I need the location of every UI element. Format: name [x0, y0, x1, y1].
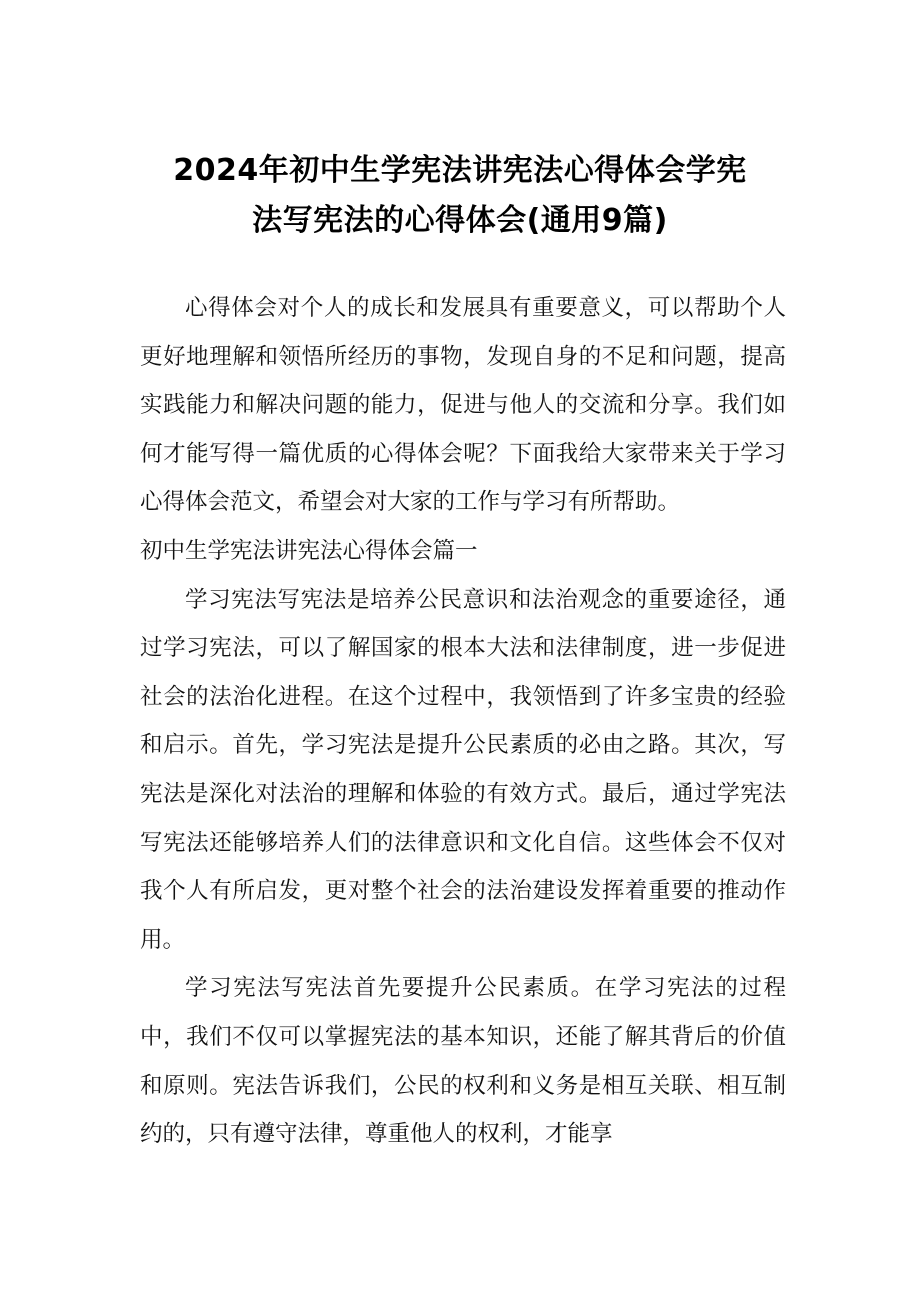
intro-paragraph: 心得体会对个人的成长和发展具有重要意义，可以帮助个人更好地理解和领悟所经历的事物，发现自身的不足和问题，提高实践能力和解决问题的能力，促进与他人的交流和分享。我们如何才能写得一篇优质的心得体会呢？下面我给大家带来关于学习心得体会范文，希望会对大家的工作与学习有所帮助。 — [140, 295, 786, 516]
title-line-1: 2024年初中生学宪法讲宪法心得体会学宪 — [173, 153, 747, 188]
body-paragraph-2: 学习宪法写宪法首先要提升公民素质。在学习宪法的过程中，我们不仅可以掌握宪法的基本知识，还能了解其背后的价值和原则。宪法告诉我们，公民的权利和义务是相互关联、相互制约的，只有遵守法律，尊重他人的权利，才能享 — [140, 975, 786, 1148]
section-heading: 初中生学宪法讲宪法心得体会篇一 — [140, 537, 478, 564]
body-paragraph-1: 学习宪法写宪法是培养公民意识和法治观念的重要途径，通过学习宪法，可以了解国家的根本大法和法律制度，进一步促进社会的法治化进程。在这个过程中，我领悟到了许多宝贵的经验和启示。首先，学习宪法是提升公民素质的必由之路。其次，写宪法是深化对法治的理解和体验的有效方式。最后，通过学宪法写宪法还能够培养人们的法律意识和文化自信。这些体会不仅对我个人有所启发，更对整个社会的法治建设发挥着重要的推动作用。 — [140, 586, 786, 953]
document-title — [100, 146, 820, 246]
document-body — [140, 284, 786, 1159]
title-line-2: 法写宪法的心得体会(通用9篇) — [252, 203, 668, 238]
